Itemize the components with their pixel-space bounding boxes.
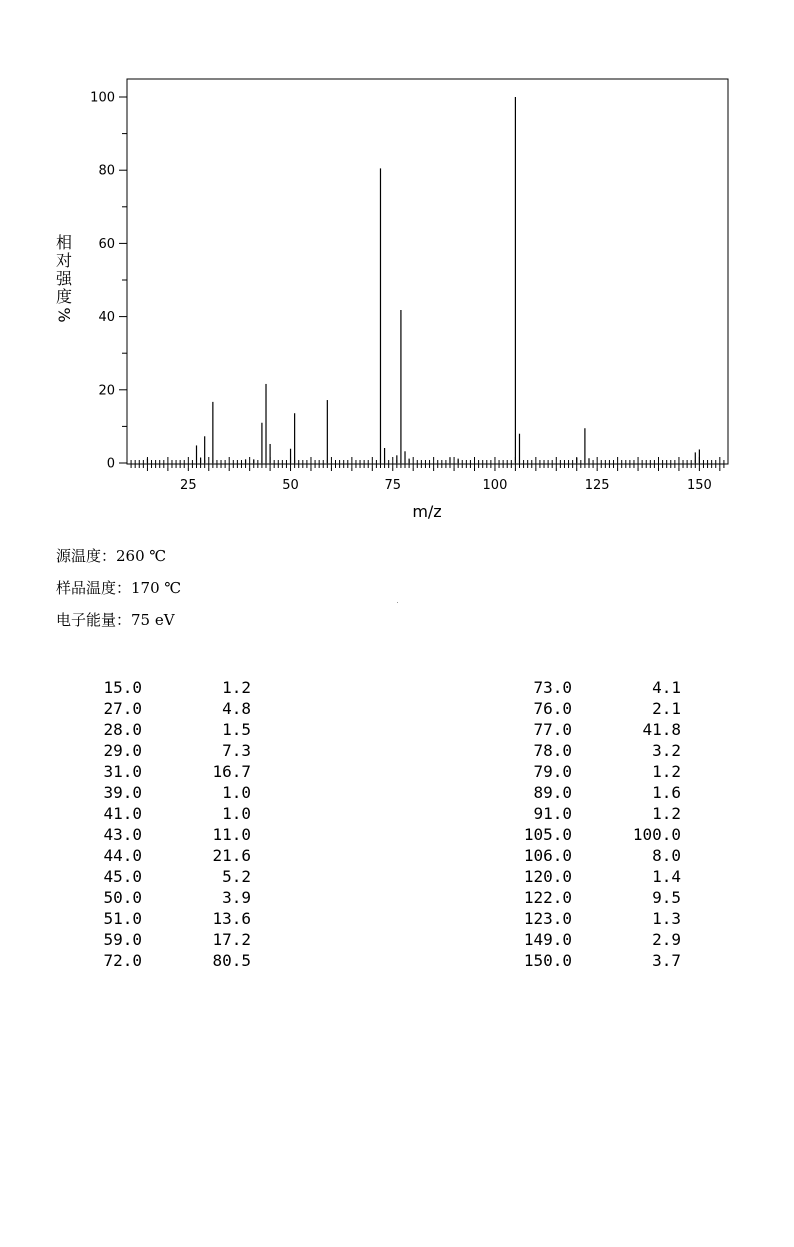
source-temperature: 源温度：260 ℃ bbox=[56, 547, 167, 565]
intensity-value: 1.0 bbox=[222, 783, 251, 802]
intensity-value: 7.3 bbox=[222, 741, 251, 760]
table-row-right bbox=[0, 887, 794, 908]
y-tick-label: 80 bbox=[98, 163, 115, 179]
intensity-value: 80.5 bbox=[212, 951, 251, 970]
x-axis bbox=[131, 457, 724, 493]
y-axis bbox=[90, 91, 127, 472]
table-row-right bbox=[0, 845, 794, 866]
mass-value: 105.0 bbox=[523, 825, 572, 844]
mass-value: 79.0 bbox=[533, 762, 572, 781]
x-tick-label: 75 bbox=[384, 478, 402, 493]
table-row-right bbox=[0, 824, 794, 845]
table-row-right bbox=[0, 740, 794, 761]
mass-value: 76.0 bbox=[533, 699, 572, 718]
intensity-value: 3.2 bbox=[652, 741, 681, 760]
mass-value: 91.0 bbox=[533, 804, 572, 823]
table-row-right bbox=[0, 677, 794, 698]
x-tick-label: 100 bbox=[482, 478, 508, 493]
intensity-value: 3.7 bbox=[652, 951, 681, 970]
mass-value: 77.0 bbox=[533, 720, 572, 739]
mass-value: 59.0 bbox=[103, 930, 142, 949]
intensity-value: 4.1 bbox=[652, 678, 681, 697]
mass-value: 122.0 bbox=[523, 888, 572, 907]
y-axis-title bbox=[54, 234, 74, 324]
peaks-layer bbox=[147, 97, 699, 463]
mass-value: 120.0 bbox=[523, 867, 572, 886]
mass-value: 45.0 bbox=[103, 867, 142, 886]
x-tick-label: 25 bbox=[180, 478, 197, 493]
mass-value: 29.0 bbox=[103, 741, 142, 760]
table-row-right bbox=[0, 803, 794, 824]
mass-value: 72.0 bbox=[103, 951, 142, 970]
y-axis-title-char: 强 bbox=[55, 269, 72, 288]
mass-value: 43.0 bbox=[103, 825, 142, 844]
table-row-right bbox=[0, 950, 794, 971]
intensity-value: 21.6 bbox=[212, 846, 251, 865]
intensity-value: 100.0 bbox=[632, 825, 681, 844]
table-row-right bbox=[0, 761, 794, 782]
table-row-right bbox=[0, 866, 794, 887]
mass-value: 27.0 bbox=[103, 699, 142, 718]
table-row-right bbox=[0, 698, 794, 719]
x-axis-title: m/z bbox=[412, 502, 442, 521]
mass-value: 51.0 bbox=[103, 909, 142, 928]
intensity-value: 1.0 bbox=[222, 804, 251, 823]
mass-value: 106.0 bbox=[523, 846, 572, 865]
stray-dot bbox=[397, 602, 398, 603]
table-row-right bbox=[0, 908, 794, 929]
y-tick-label: 100 bbox=[90, 90, 115, 106]
intensity-value: 2.1 bbox=[652, 699, 681, 718]
y-tick-label: 20 bbox=[98, 383, 115, 399]
sample-temperature: 样品温度：170 ℃ bbox=[56, 579, 182, 597]
y-axis-title-char: 对 bbox=[55, 251, 72, 270]
intensity-value: 1.6 bbox=[652, 783, 681, 802]
x-tick-label: 150 bbox=[686, 478, 712, 493]
mass-value: 15.0 bbox=[103, 678, 142, 697]
mass-spectrum-chart bbox=[0, 0, 794, 530]
mass-value: 123.0 bbox=[523, 909, 572, 928]
intensity-value: 17.2 bbox=[212, 930, 251, 949]
intensity-value: 5.2 bbox=[222, 867, 251, 886]
table-row-right bbox=[0, 719, 794, 740]
intensity-value: 1.5 bbox=[222, 720, 251, 739]
intensity-value: 1.4 bbox=[652, 867, 681, 886]
mass-value: 150.0 bbox=[523, 951, 572, 970]
intensity-value: 9.5 bbox=[652, 888, 681, 907]
intensity-value: 4.8 bbox=[222, 699, 251, 718]
intensity-value: 13.6 bbox=[212, 909, 251, 928]
mass-value: 28.0 bbox=[103, 720, 142, 739]
y-tick-label: 0 bbox=[106, 456, 115, 472]
x-tick-label: 125 bbox=[584, 478, 610, 493]
mass-value: 44.0 bbox=[103, 846, 142, 865]
mass-value: 149.0 bbox=[523, 930, 572, 949]
y-axis-title-char: 相 bbox=[55, 233, 72, 252]
plot-frame bbox=[127, 79, 728, 464]
mass-value: 50.0 bbox=[103, 888, 142, 907]
y-axis-title-char: 度 bbox=[55, 287, 72, 306]
table-row-right bbox=[0, 782, 794, 803]
intensity-value: 2.9 bbox=[652, 930, 681, 949]
electron-energy: 电子能量：75 eV bbox=[56, 611, 175, 629]
y-tick-label: 40 bbox=[98, 310, 115, 326]
intensity-value: 1.2 bbox=[222, 678, 251, 697]
intensity-value: 1.3 bbox=[652, 909, 681, 928]
y-axis-title-text bbox=[54, 234, 74, 306]
x-tick-label: 50 bbox=[282, 478, 299, 493]
mass-value: 73.0 bbox=[533, 678, 572, 697]
y-axis-unit: % bbox=[54, 307, 74, 323]
mass-value: 41.0 bbox=[103, 804, 142, 823]
intensity-value: 1.2 bbox=[652, 762, 681, 781]
mass-value: 89.0 bbox=[533, 783, 572, 802]
mass-value: 78.0 bbox=[533, 741, 572, 760]
intensity-value: 11.0 bbox=[212, 825, 251, 844]
mass-value: 31.0 bbox=[103, 762, 142, 781]
mass-value: 39.0 bbox=[103, 783, 142, 802]
y-tick-label: 60 bbox=[98, 236, 115, 252]
intensity-value: 1.2 bbox=[652, 804, 681, 823]
table-row-right bbox=[0, 929, 794, 950]
intensity-value: 8.0 bbox=[652, 846, 681, 865]
intensity-value: 41.8 bbox=[642, 720, 681, 739]
intensity-value: 3.9 bbox=[222, 888, 251, 907]
intensity-value: 16.7 bbox=[212, 762, 251, 781]
